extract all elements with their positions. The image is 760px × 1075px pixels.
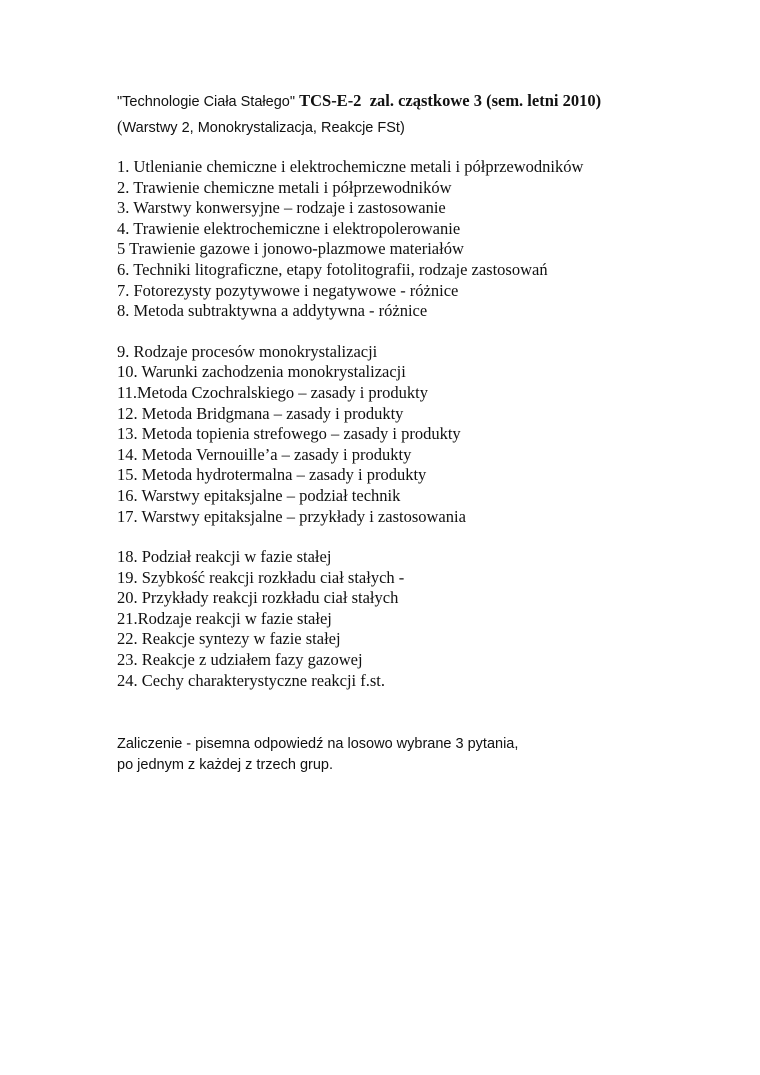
question-item: 9. Rodzaje procesów monokrystalizacji — [117, 341, 378, 361]
question-item: 3. Warstwy konwersyjne – rodzaje i zastosowanie — [117, 198, 446, 218]
exam-info: zal. cząstkowe 3 (sem. letni 2010) — [369, 91, 602, 110]
subtitle-topics: Warstwy 2, Monokrystalizacja, Reakcje FSt) — [122, 120, 405, 136]
grading-note — [117, 734, 717, 776]
question-item: 20. Przykłady reakcji rozkładu ciał stałych — [117, 588, 399, 608]
question-group-2 — [117, 342, 717, 527]
question-item: 10. Warunki zachodzenia monokrystalizacji — [117, 362, 406, 382]
course-name: "Technologie Ciała Stałego" — [117, 94, 295, 110]
question-item: 13. Metoda topienia strefowego – zasady i produkty — [117, 424, 461, 444]
question-item: 5 Trawienie gazowe i jonowo-plazmowe materiałów — [117, 239, 464, 259]
question-item: 19. Szybkość reakcji rozkładu ciał stałych - — [117, 567, 405, 587]
subtitle-paren: ( — [117, 117, 123, 136]
question-item: 7. Fotorezysty pozytywowe i negatywowe - różnice — [117, 280, 459, 300]
question-group-1 — [117, 157, 717, 322]
document-page — [117, 90, 717, 776]
question-item: 23. Reakcje z udziałem fazy gazowej — [117, 650, 363, 670]
document-subtitle — [117, 116, 717, 139]
document-title — [117, 90, 717, 113]
course-code: TCS-E-2 — [299, 91, 362, 110]
question-item: 6. Techniki litograficzne, etapy fotolitografii, rodzaje zastosowań — [117, 259, 548, 279]
question-item: 16. Warstwy epitaksjalne – podział technik — [117, 485, 401, 505]
question-item: 4. Trawienie elektrochemiczne i elektropolerowanie — [117, 218, 461, 238]
question-item: 21.Rodzaje reakcji w fazie stałej — [117, 608, 332, 628]
grading-note-line-1: Zaliczenie - pisemna odpowiedź na losowo wybrane 3 pytania, — [117, 736, 519, 753]
question-group-3 — [117, 547, 717, 691]
question-item: 15. Metoda hydrotermalna – zasady i produkty — [117, 465, 427, 485]
question-item: 1. Utlenianie chemiczne i elektrochemiczne metali i półprzewodników — [117, 157, 584, 176]
question-item: 8. Metoda subtraktywna a addytywna - różnice — [117, 301, 428, 321]
question-item: 18. Podział reakcji w fazie stałej — [117, 547, 332, 567]
question-item: 11.Metoda Czochralskiego – zasady i produkty — [117, 382, 428, 402]
question-item: 14. Metoda Vernouille’a – zasady i produkty — [117, 444, 412, 464]
question-item: 17. Warstwy epitaksjalne – przykłady i zastosowania — [117, 506, 466, 526]
question-item: 22. Reakcje syntezy w fazie stałej — [117, 629, 341, 649]
question-item: 2. Trawienie chemiczne metali i półprzewodników — [117, 177, 452, 197]
grading-note-line-2: po jednym z każdej z trzech grup. — [117, 757, 333, 774]
question-item: 12. Metoda Bridgmana – zasady i produkty — [117, 403, 404, 423]
question-item: 24. Cechy charakterystyczne reakcji f.st. — [117, 670, 386, 690]
